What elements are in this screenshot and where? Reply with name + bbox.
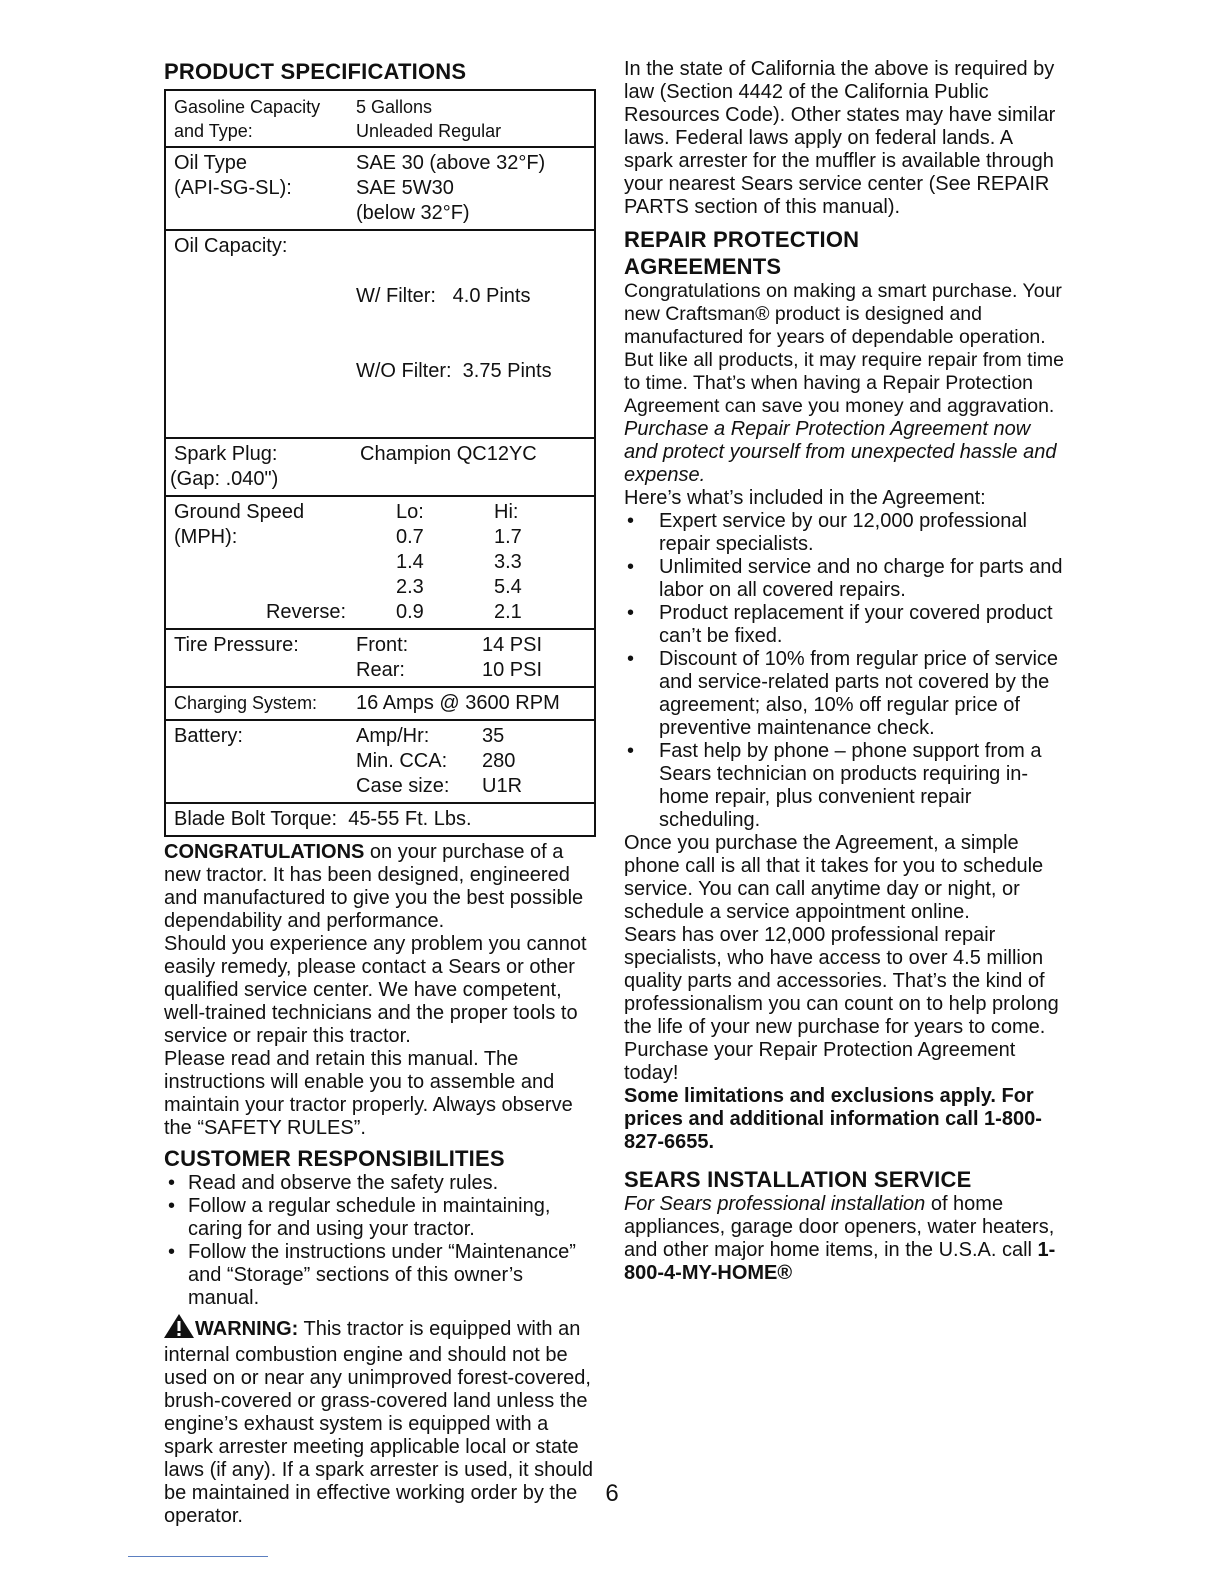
congratulations-text: on your purchase of a new tractor. It has been designed, engineered and manufactured to give you the best possible dependability and performance. [164,841,584,932]
spec-label: Charging System: [174,693,318,713]
spec-value: W/ Filter: 4.0 Pints [356,285,531,307]
spec-row-charging-system [166,686,594,719]
spec-value: Champion QC12YC [360,443,537,465]
spec-row-blade-bolt-torque [166,802,594,835]
spec-value: SAE 30 (above 32°F) [356,152,546,174]
speed-lo-value: 0.7 [396,526,424,548]
spec-row-ground-speed [166,495,594,628]
warning-triangle-icon [164,1314,194,1344]
product-specifications-table [164,89,596,837]
battery-cca-label: Min. CCA: [356,750,448,772]
speed-lo-value: 1.4 [396,551,424,573]
rpa-once-paragraph: Once you purchase the Agreement, a simple phone call is all that it takes for you to schedule service. You can call anytime day or night, or schedule a service appointment online. [624,832,1044,923]
speed-hi-value: 3.3 [494,551,522,573]
spec-value: W/O Filter: 3.75 Pints [356,360,552,382]
read-manual-paragraph: Please read and retain this manual. The instructions will enable you to assemble and maintain your tractor properly. Always observe the “SAFETY RULES”. [164,1048,573,1139]
spec-label: (Gap: .040") [170,468,279,490]
battery-case-label: Case size: [356,775,450,797]
list-item: • Follow a regular schedule in maintaining, caring for and using your tractor. [164,1195,596,1241]
spec-label: (API-SG-SL): [174,177,292,199]
list-item: • Expert service by our 12,000 professional repair specialists. [624,510,1064,556]
california-paragraph: In the state of California the above is required by law (Section 4442 of the California Public Resources Code). Other states may have similar laws. Federal laws apply on federal lands. A spark arrester for the muffler is available through your nearest Sears service center (See REPAIR PARTS section of this manual). [624,58,1056,218]
left-column [164,58,596,1528]
spec-row-gasoline [166,91,594,146]
battery-amp-value: 35 [482,725,505,747]
spec-label: and Type: [174,121,253,141]
battery-amp-label: Amp/Hr: [356,725,430,747]
spec-label: Ground Speed [174,501,305,523]
list-item: • Follow the instructions under “Maintenance” and “Storage” sections of this owner’s manual. [164,1241,596,1310]
spec-label: Gasoline Capacity [174,97,321,117]
problem-paragraph: Should you experience any problem you cannot easily remedy, please contact a Sears or other qualified service center. We have competent, well-trained technicians and the proper tools to service or repair this tractor. [164,933,587,1047]
speed-lo-value: 0.9 [396,601,424,623]
spec-value: 5 Gallons [356,97,433,117]
warning-label: WARNING: [195,1318,299,1340]
speed-hi-value: 1.7 [494,526,522,548]
battery-case-value: U1R [482,775,523,797]
spec-value: (below 32°F) [356,202,470,224]
spec-row-oil-type [166,146,594,229]
speed-hi-value: 5.4 [494,576,522,598]
battery-cca-value: 280 [482,750,516,772]
installation-service-heading: SEARS INSTALLATION SERVICE [624,1167,972,1192]
tire-front-value: 14 PSI [482,634,543,656]
spec-row-spark-plug [166,437,594,495]
spec-value: Unleaded Regular [356,121,502,141]
speed-lo-header: Lo: [396,501,424,523]
customer-responsibilities-heading: CUSTOMER RESPONSIBILITIES [164,1146,505,1171]
heading-line: REPAIR PROTECTION [624,227,860,252]
speed-lo-value: 2.3 [396,576,424,598]
list-item: • Unlimited service and no charge for parts and labor on all covered repairs. [624,556,1064,602]
product-specifications-heading: PRODUCT SPECIFICATIONS [164,59,467,84]
responsibilities-list [164,1172,596,1310]
installation-paragraph [624,1193,1064,1285]
rpa-limitations-paragraph: Some limitations and exclusions apply. For prices and additional information call 1-800-827-6655. [624,1085,1042,1153]
spec-value: Blade Bolt Torque: 45-55 Ft. Lbs. [174,808,472,830]
list-item: • Read and observe the safety rules. [164,1172,596,1195]
spec-row-tire-pressure [166,628,594,686]
speed-hi-value: 2.1 [494,601,522,623]
right-column [624,58,1064,1285]
speed-hi-header: Hi: [494,501,519,523]
page-number: 6 [605,1480,619,1507]
installation-italic: For Sears professional installation [624,1193,926,1215]
list-item: • Fast help by phone – phone support from a Sears technician on products requiring in-home repair, plus convenient repair scheduling. [624,740,1064,832]
spec-label: Tire Pressure: [174,634,299,656]
spec-label: Battery: [174,725,243,747]
spec-label: Spark Plug: [174,443,278,465]
spec-label: Oil Capacity: [174,235,288,257]
heading-line: AGREEMENTS [624,254,782,279]
spec-label: Oil Type [174,152,247,174]
installation-text: of home appliances, garage door openers, water heaters, and other major home items, in the U.S.A. call [624,1193,1055,1261]
repair-protection-heading [624,226,1064,280]
reverse-label: Reverse: [265,601,346,623]
spec-label: (MPH): [174,526,238,548]
list-item: • Discount of 10% from regular price of service and service-related parts not covered by the agreement; also, 10% off regular price of preventive maintenance check. [624,648,1064,740]
rpa-benefits-list [624,510,1064,832]
rpa-italic-paragraph: Purchase a Repair Protection Agreement now and protect yourself from unexpected hassle and expense. [624,418,1057,486]
spec-value: SAE 5W30 [356,177,454,199]
spec-row-battery [166,719,594,802]
spec-value: 16 Amps @ 3600 RPM [356,692,560,714]
spec-row-oil-capacity [166,229,594,437]
rpa-included-line: Here’s what’s included in the Agreement: [624,487,986,509]
installation-phone: 1-800-4-MY-HOME® [624,1239,1056,1284]
tire-rear-label: Rear: [356,659,405,681]
tire-rear-value: 10 PSI [482,659,543,681]
footer-divider [128,1556,268,1557]
rpa-sears-paragraph: Sears has over 12,000 professional repair specialists, who have access to over 4.5 million quality parts and accessories. That’s the kind of professionalism you can count on to help prolong the life of your new purchase for years to come. Purchase your Repair Protection Agreement today! [624,924,1059,1084]
congratulations-paragraph [164,841,596,933]
tire-front-label: Front: [356,634,409,656]
list-item: • Product replacement if your covered product can’t be fixed. [624,602,1064,648]
warning-text: This tractor is equipped with an internal combustion engine and should not be used on or near any unimproved forest-covered, brush-covered or grass-covered land unless the engine’s exhaust system is equipped with a spark arrester meeting applicable local or state laws (if any). If a spark arrester is used, it should be maintained in effective working order by the operator. [164,1318,594,1527]
congratulations-bold: CONGRATULATIONS [164,841,365,863]
rpa-intro-paragraph: Congratulations on making a smart purchase. Your new Craftsman® product is designed and manufactured for years of dependable operation. But like all products, it may require repair from time to time. That’s when having a Repair Protection Agreement can save you money and aggravation. [624,280,1064,417]
